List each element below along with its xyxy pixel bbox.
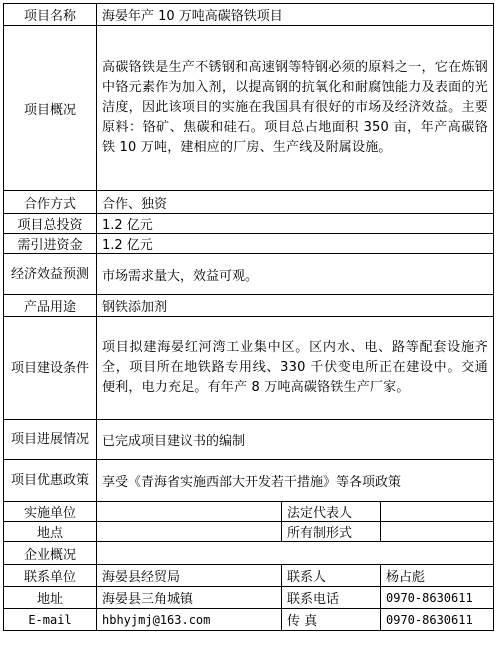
project-info-table: [3, 3, 494, 631]
overview-label: 项目概况: [4, 26, 97, 191]
conditions-text: 项目拟建海晏红河湾工业集中区。区内水、电、路等配套设施齐全，项目所在地铁路专用线、330 千伏变电所正在建设中。交通便利，电力充足。有年产 8 万吨高碳铬铁生产厂家。: [97, 317, 494, 420]
row-email: [4, 609, 494, 631]
row-benefit: [4, 254, 494, 295]
company-value: [97, 542, 494, 565]
ownership-label: 所有制形式: [282, 522, 381, 542]
intro-fund-label: 需引进资金: [4, 234, 97, 254]
overview-text: 高碳铬铁是生产不锈钢和高速钢等特钢必须的原料之一，它在炼钢中铬元素作为加入剂，以提高钢的抗氧化和耐腐蚀能力及表面的光洁度，因此该项目的实施在我国具有很好的市场及经济效益。主要原料：铬矿、焦碳和硅石。项目总占地面积 350 亩，年产高碳铬铁 10 万吨，建相应的厂房、生产线及附属设施。: [97, 26, 494, 191]
phone-label: 联系电话: [282, 587, 381, 609]
row-overview: [4, 26, 494, 191]
project-name-value: 海晏年产 10 万吨高碳铬铁项目: [97, 4, 494, 26]
company-label: 企业概况: [4, 542, 97, 565]
row-total-invest: [4, 214, 494, 234]
row-conditions: [4, 317, 494, 420]
fax-value: 0970-8630611: [381, 609, 494, 631]
row-policy: [4, 460, 494, 502]
policy-label: 项目优惠政策: [4, 460, 97, 502]
location-value: [97, 522, 282, 542]
row-contact-unit: [4, 565, 494, 587]
row-usage: [4, 295, 494, 317]
email-label: E-mail: [4, 609, 97, 631]
progress-value: 已完成项目建议书的编制: [97, 420, 494, 460]
total-invest-label: 项目总投资: [4, 214, 97, 234]
phone-value: 0970-8630611: [381, 587, 494, 609]
progress-label: 项目进展情况: [4, 420, 97, 460]
conditions-label: 项目建设条件: [4, 317, 97, 420]
row-location: [4, 522, 494, 542]
fax-label: 传 真: [282, 609, 381, 631]
location-label: 地点: [4, 522, 97, 542]
legal-rep-value: [381, 502, 494, 522]
row-address: [4, 587, 494, 609]
impl-unit-label: 实施单位: [4, 502, 97, 522]
contact-person-value: 杨占彪: [381, 565, 494, 587]
benefit-value: 市场需求量大，效益可观。: [97, 254, 494, 295]
benefit-label: 经济效益预测: [4, 254, 97, 295]
row-progress: [4, 420, 494, 460]
row-coop: [4, 191, 494, 214]
project-name-label: 项目名称: [4, 4, 97, 26]
row-intro-fund: [4, 234, 494, 254]
usage-value: 钢铁添加剂: [97, 295, 494, 317]
contact-person-label: 联系人: [282, 565, 381, 587]
coop-value: 合作、独资: [97, 191, 494, 214]
address-label: 地址: [4, 587, 97, 609]
contact-unit-value: 海晏县经贸局: [97, 565, 282, 587]
address-value: 海晏县三角城镇: [97, 587, 282, 609]
coop-label: 合作方式: [4, 191, 97, 214]
usage-label: 产品用途: [4, 295, 97, 317]
policy-value: 享受《青海省实施西部大开发若干措施》等各项政策: [97, 460, 494, 502]
intro-fund-value: 1.2 亿元: [97, 234, 494, 254]
contact-unit-label: 联系单位: [4, 565, 97, 587]
email-value: hbhyjmj@163.com: [97, 609, 282, 631]
ownership-value: [381, 522, 494, 542]
row-project-name: [4, 4, 494, 26]
legal-rep-label: 法定代表人: [282, 502, 381, 522]
row-impl-unit: [4, 502, 494, 522]
row-company: [4, 542, 494, 565]
total-invest-value: 1.2 亿元: [97, 214, 494, 234]
impl-unit-value: [97, 502, 282, 522]
